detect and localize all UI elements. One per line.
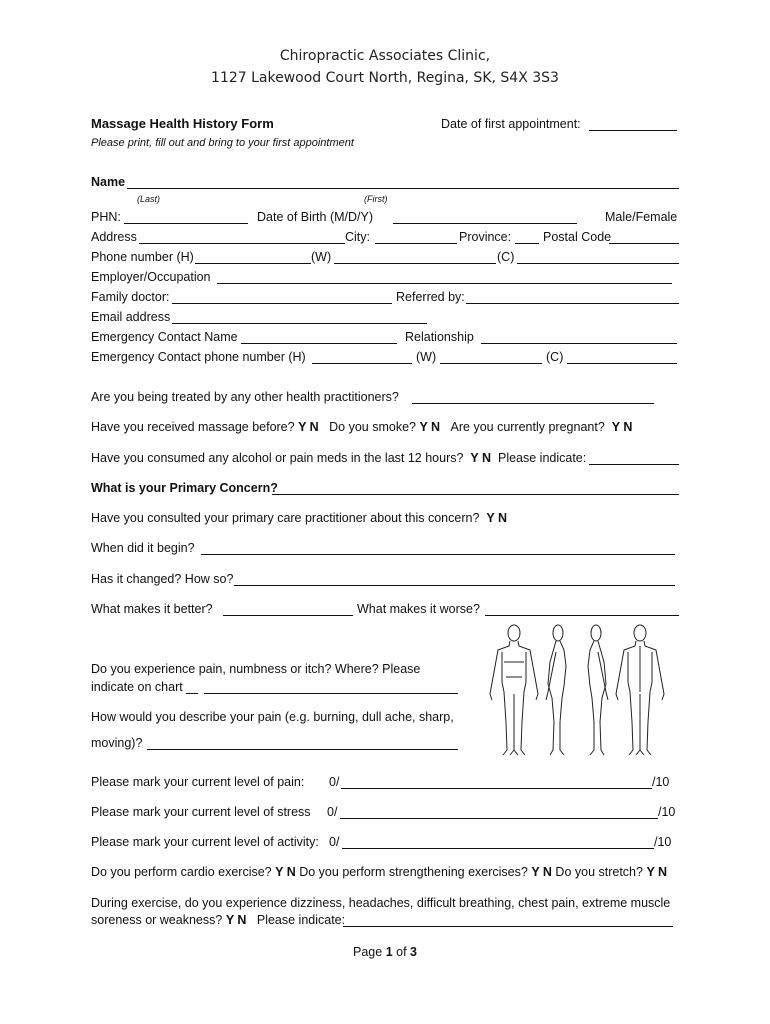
smoke-question: Do you smoke?	[329, 420, 416, 434]
describe-pain-moving-label: moving)?	[91, 736, 143, 750]
indicate-chart-field[interactable]	[204, 693, 458, 694]
better-question: What makes it better?	[91, 602, 213, 616]
consulted-practitioner-question: Have you consulted your primary care practitioner about this concern?	[91, 511, 480, 525]
pain-level-field[interactable]	[341, 788, 652, 789]
last-name-hint: (Last)	[137, 194, 161, 204]
exercise-symptoms-cont: soreness or weakness?	[91, 913, 223, 927]
activity-level-label: Please mark your current level of activity:	[91, 835, 319, 849]
pain-numbness-question: Do you experience pain, numbness or itch? Where? Please	[91, 662, 421, 676]
cardio-question: Do you perform cardio exercise?	[91, 865, 272, 879]
emergency-name-label: Emergency Contact Name	[91, 330, 238, 344]
name-field[interactable]	[127, 188, 679, 189]
indicate-chart-label: indicate on chart	[91, 680, 183, 694]
emergency-phone-label: Emergency Contact phone number (H)	[91, 350, 306, 364]
phone-home-label: Phone number (H)	[91, 250, 194, 264]
when-begin-question: When did it begin?	[91, 541, 195, 555]
referred-field[interactable]	[466, 303, 679, 304]
email-label: Email address	[91, 310, 171, 324]
primary-concern-question: What is your Primary Concern?	[91, 481, 278, 495]
emergency-phone-cell-label: (C)	[546, 350, 564, 364]
alcohol-yn[interactable]: Y N	[470, 451, 492, 465]
dob-field[interactable]	[393, 223, 577, 224]
primary-concern-field[interactable]	[272, 494, 679, 495]
stretch-yn[interactable]: Y N	[646, 865, 668, 879]
page-of: of	[396, 945, 407, 959]
changed-question: Has it changed? How so?	[91, 572, 234, 586]
pain-level-zero: 0/	[329, 775, 340, 789]
address-field[interactable]	[139, 243, 345, 244]
referred-label: Referred by:	[396, 290, 465, 304]
clinic-address: 1127 Lakewood Court North, Regina, SK, S4X 3S3	[211, 70, 559, 86]
clinic-name: Chiropractic Associates Clinic,	[279, 48, 491, 64]
exercise-symptoms-question: During exercise, do you experience dizziness, headaches, difficult breathing, chest pain, extreme muscle	[91, 896, 671, 910]
activity-level-field[interactable]	[342, 848, 654, 849]
pain-level-label: Please mark your current level of pain:	[91, 775, 305, 789]
page-prefix: Page	[353, 945, 383, 959]
postal-label: Postal Code	[543, 230, 612, 244]
stress-level-label: Please mark your current level of stress	[91, 805, 311, 819]
stretch-question: Do you stretch?	[555, 865, 643, 879]
postal-field[interactable]	[609, 243, 679, 244]
phn-label: PHN:	[91, 210, 121, 224]
emergency-phone-work-field[interactable]	[440, 363, 542, 364]
sex-label[interactable]: Male/Female	[605, 210, 678, 224]
when-begin-field[interactable]	[201, 554, 675, 555]
indicate-chart-mark-field[interactable]	[186, 693, 198, 694]
name-label: Name	[91, 175, 126, 189]
phone-cell-label: (C)	[497, 250, 515, 264]
phone-work-field[interactable]	[334, 263, 496, 264]
stress-level-zero: 0/	[327, 805, 338, 819]
other-practitioners-field[interactable]	[412, 403, 654, 404]
worse-question: What makes it worse?	[357, 602, 480, 616]
pain-level-ten: /10	[652, 775, 670, 789]
describe-pain-field[interactable]	[147, 749, 458, 750]
emergency-phone-cell-field[interactable]	[567, 363, 677, 364]
doctor-field[interactable]	[172, 303, 392, 304]
phone-work-label: (W)	[311, 250, 332, 264]
city-field[interactable]	[375, 243, 457, 244]
alcohol-indicate-label: Please indicate:	[497, 451, 587, 465]
pregnant-question: Are you currently pregnant?	[450, 420, 605, 434]
email-field[interactable]	[172, 323, 427, 324]
exercise-symptoms-indicate-label: Please indicate:	[256, 913, 346, 927]
emergency-name-field[interactable]	[241, 343, 397, 344]
relationship-label: Relationship	[405, 330, 474, 344]
consulted-practitioner-yn[interactable]: Y N	[486, 511, 507, 525]
emergency-phone-home-field[interactable]	[312, 363, 412, 364]
body-back-figure	[616, 625, 664, 755]
other-practitioners-question: Are you being treated by any other health practitioners?	[91, 390, 399, 404]
form-title: Massage Health History Form	[91, 116, 274, 131]
changed-field[interactable]	[234, 585, 675, 586]
worse-field[interactable]	[485, 615, 679, 616]
page-total: 3	[410, 945, 417, 959]
exercise-symptoms-yn[interactable]: Y N	[225, 913, 247, 927]
pregnant-yn[interactable]: Y N	[611, 420, 633, 434]
body-chart-icon[interactable]	[480, 622, 672, 758]
province-label: Province:	[459, 230, 512, 244]
alcohol-question: Have you consumed any alcohol or pain meds in the last 12 hours?	[91, 451, 464, 465]
dob-label: Date of Birth (M/D/Y)	[257, 210, 373, 224]
strength-question: Do you perform strengthening exercises?	[299, 865, 528, 879]
smoke-yn[interactable]: Y N	[419, 420, 441, 434]
better-field[interactable]	[223, 615, 353, 616]
massage-before-question: Have you received massage before?	[91, 420, 295, 434]
page-footer	[0, 945, 770, 959]
phone-home-field[interactable]	[195, 263, 311, 264]
stress-level-ten: /10	[658, 805, 676, 819]
page-number: 1	[385, 945, 393, 959]
employer-field[interactable]	[217, 283, 672, 284]
cardio-yn[interactable]: Y N	[275, 865, 296, 879]
massage-before-yn[interactable]: Y N	[298, 420, 319, 434]
body-side-figure-2	[588, 625, 608, 755]
emergency-phone-work-label: (W)	[416, 350, 437, 364]
employer-label: Employer/Occupation	[91, 270, 211, 284]
body-front-figure	[490, 625, 538, 755]
address-label: Address	[91, 230, 137, 244]
phone-cell-field[interactable]	[517, 263, 679, 264]
form-subtitle: Please print, fill out and bring to your first appointment	[91, 137, 354, 149]
first-name-hint: (First)	[364, 194, 388, 204]
stress-level-field[interactable]	[340, 818, 658, 819]
province-field[interactable]	[515, 243, 539, 244]
describe-pain-question: How would you describe your pain (e.g. burning, dull ache, sharp,	[91, 710, 454, 724]
doctor-label: Family doctor:	[91, 290, 170, 304]
activity-level-ten: /10	[654, 835, 672, 849]
first-appointment-label: Date of first appointment:	[441, 117, 581, 131]
relationship-field[interactable]	[481, 343, 677, 344]
city-label: City:	[345, 230, 370, 244]
exercise-symptoms-field[interactable]	[343, 926, 673, 927]
activity-level-zero: 0/	[329, 835, 340, 849]
phn-field[interactable]	[124, 223, 248, 224]
strength-yn[interactable]: Y N	[531, 865, 552, 879]
body-side-figure-1	[546, 625, 566, 755]
first-appointment-field[interactable]	[589, 130, 677, 131]
alcohol-indicate-field[interactable]	[589, 464, 679, 465]
